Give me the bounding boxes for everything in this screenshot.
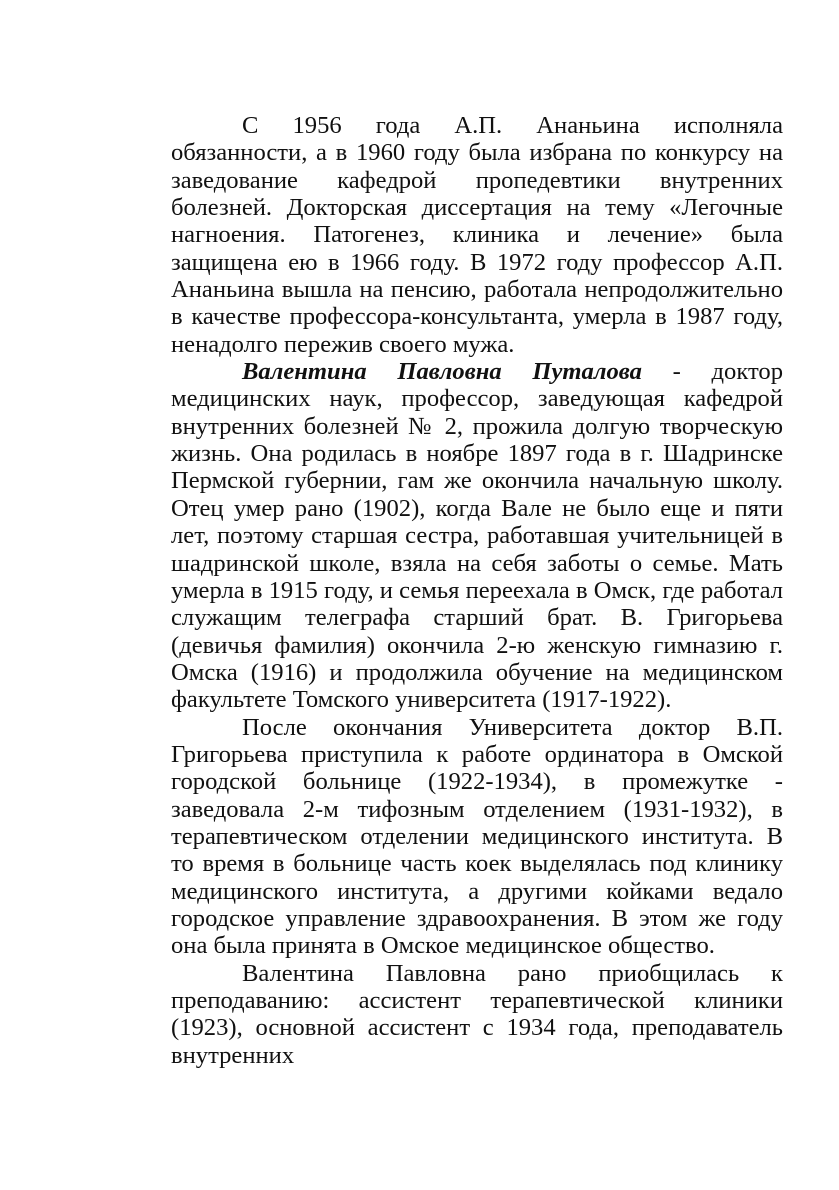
paragraph-teaching: Валентина Павловна рано приобщилась к преподаванию: ассистент терапевтической клиники (1923), основной ассистент с 1934 года, преподаватель внутренних — [171, 959, 783, 1069]
person-name-emphasis: Валентина Павловна Путалова — [242, 358, 642, 386]
paragraph-putalova-text: - доктор медицинских наук, профессор, заведующая кафедрой внутренних болезней № 2, прожила долгую творческую жизнь. Она родилась в ноябре 1897 года в г. Шадринске Пермской губернии, гам же окончила начальную школу. Отец умер рано (1902), когда Вале не было еще и пяти лет, поэтому старшая сестра, работавшая учительницей в шадринской школе, взяла на себя заботы о семье. Мать умерла в 1915 году, и семья переехала в Омск, где работал служащим телеграфа старший брат. В. Григорьева (девичья фамилия) окончила 2-ю женскую гимназию г. Омска (1916) и продолжила обучение на медицинском факультете Томского университета (1917-1922). — [171, 358, 783, 714]
body-text — [171, 112, 783, 1069]
paragraph-career: После окончания Университета доктор В.П. Григорьева приступила к работе ординатора в Омской городской больнице (1922-1934), в промежутке - заведовала 2-м тифозным отделением (1931-1932), в терапевтическом отделении медицинского института. В то время в больнице часть коек выделялась под клинику медицинского института, а другими койками ведало городское управление здравоохранения. В этом же году она была принята в Омское медицинское общество. — [171, 713, 783, 960]
paragraph-ananyina: С 1956 года А.П. Ананьина исполняла обязанности, а в 1960 году была избрана по конкурсу на заведование кафедрой пропедевтики внутренних болезней. Докторская диссертация на тему «Легочные нагноения. Патогенез, клиника и лечение» была защищена ею в 1966 году. В 1972 году профессор А.П. Ананьина вышла на пенсию, работала непродолжительно в качестве профессора-консультанта, умерла в 1987 году, ненадолго пережив своего мужа. — [171, 112, 783, 358]
paragraph-putalova-intro — [171, 358, 783, 713]
